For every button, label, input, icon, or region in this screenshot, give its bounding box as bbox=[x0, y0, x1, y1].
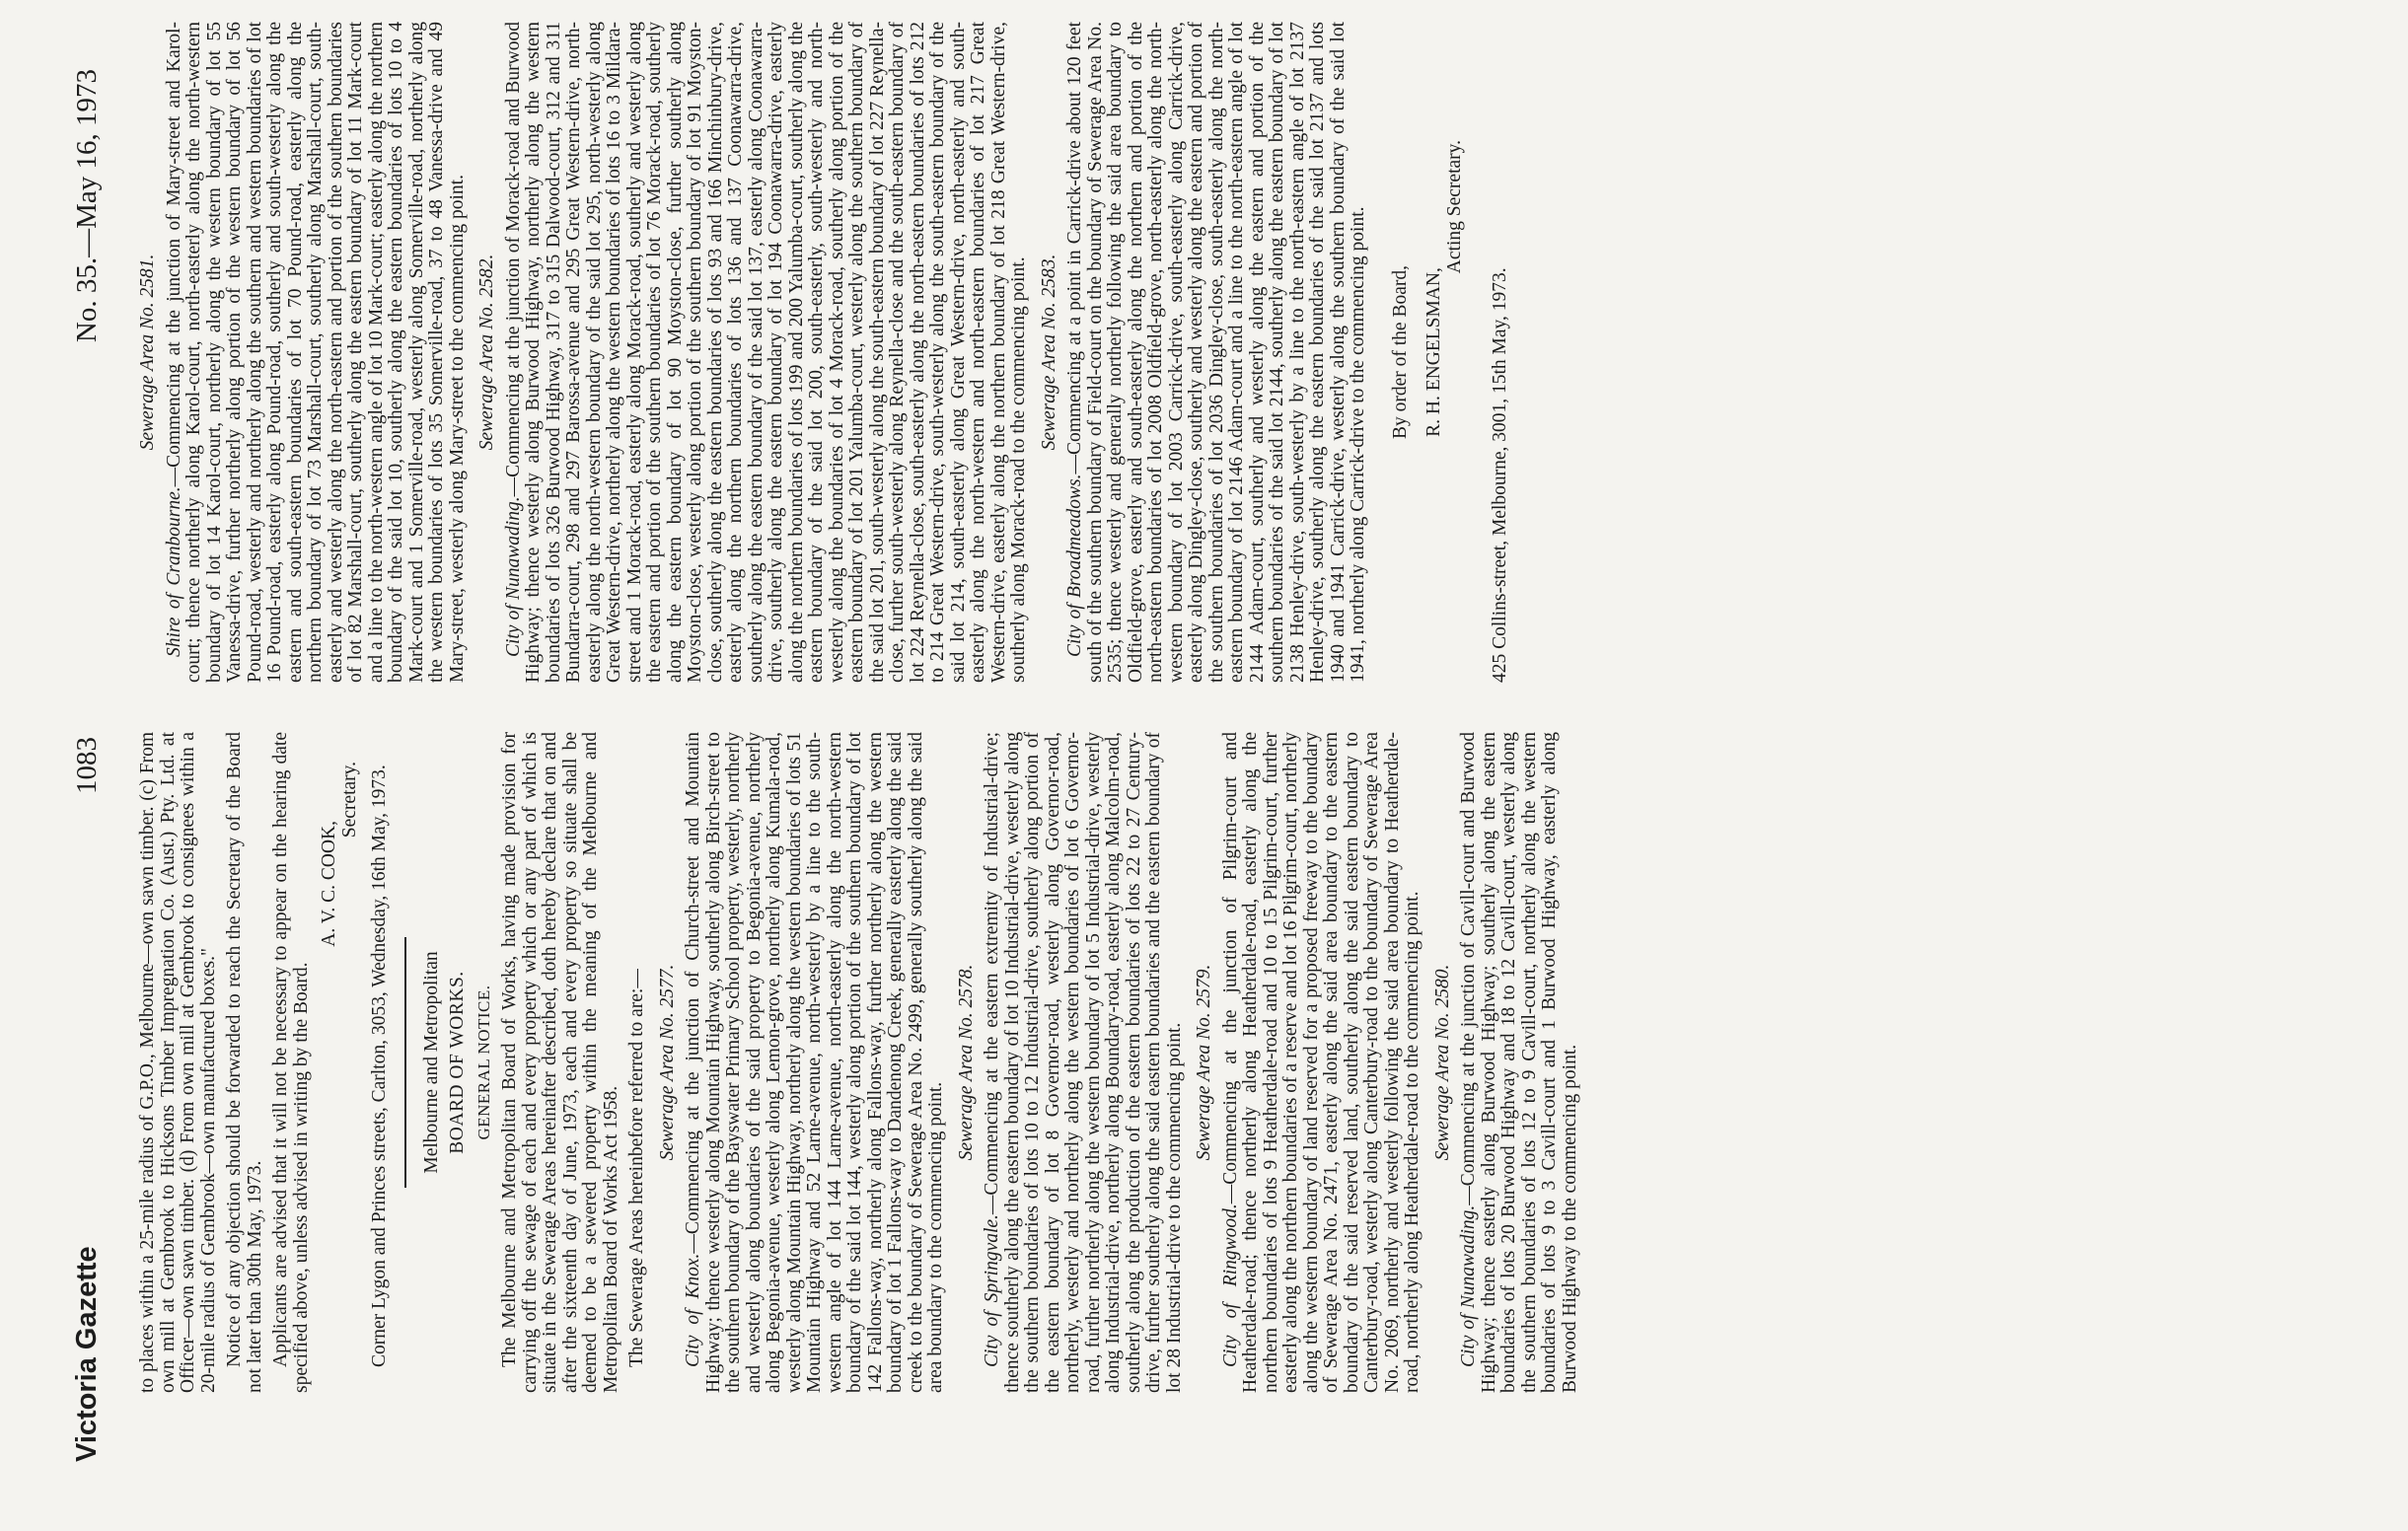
running-head bbox=[71, 69, 110, 1462]
gazette-title: Victoria Gazette bbox=[71, 1246, 103, 1462]
sewerage-area-heading: Sewerage Area No. 2581. bbox=[137, 254, 158, 451]
paragraph: to places within a 25-mile radius of G.P.O., Melbourne—own sawn timber. (c) From own mill at Gembrook to Hicksons Timber Impregnation Co. (Aust.) Pty. Ltd. at Officer—own sawn timber. (d) From own mill at Gembrook to consignees within a 20-mile radius of Gembrook—own manufactured boxes." bbox=[137, 732, 219, 1393]
municipality: City of Knox. bbox=[683, 1253, 703, 1367]
sewerage-area-description bbox=[504, 22, 1030, 683]
description-text: —Commencing at a point in Carrick-drive about 120 feet south of the southern boundary of Field-court on the boundary of Sewerage Area No. 2535; thence westerly and generally northerly following the said area boundary to Oldfield-grove, easterly and south-easterly along the northern and portion of the north-eastern boundaries of lot 2008 Oldfield-grove, north-easterly along the north-western boundary of lot 2003 Carrick-drive, south-easterly along Carrick-drive, easterly along Dingley-close, southerly and westerly along the eastern and portion of the southern boundaries of lot 2036 Dingley-close, south-easterly along the north-eastern boundary of lot 2146 Adam-court and a line to the north-eastern angle of lot 2144 Adam-court, southerly and westerly along the eastern and portion of the southern boundaries of the said lot 2144, southerly along the eastern boundary of lot 2138 Henley-drive, south-westerly by a line to the north-eastern angle of lot 2137 Henley-drive, southerly along the eastern boundaries of the said lot 2137 and lots 1940 and 1941 Carrick-drive, westerly along the southern boundary of the said lot 1941, northerly along Carrick-drive to the commencing point. bbox=[1064, 22, 1368, 683]
description-text: —Commencing at the junction of Morack-road and Burwood Highway; thence westerly along Burwood Highway, northerly along the western boundaries of lots 326 Burwood Highway, 317 to 315 Dalwood-court, 312 and 311 Bundarra-court, 298 and 297 Barossa-avenue and 295 Great Western-drive, north-easterly along the north-western boundary of the said lot 295, north-westerly along Great Western-drive, northerly along the western boundaries of lots 16 to 3 Mildara-street and 1 Morack-road, easterly along Morack-road, southerly and westerly along the eastern and portion of the southern boundaries of lot 76 Morack-road, southerly along the eastern boundary of lot 90 Moyston-close, further southerly along Moyston-close, westerly along portion of the southern boundary of lot 91 Moyston-close, southerly along the eastern boundaries of lots 93 and 166 Minchinbury-drive, easterly along the northern boundaries of lots 136 and 137 Coonawarra-drive, southerly along the eastern boundary of the said lot 137, easterly along Coonawarra-drive, southerly along the eastern boundary of lot 194 Coonawarra-drive, easterly along the northern boundaries of lots 199 and 200 Yalumba-court, southerly along the eastern boundary of the said lot 200, south-easterly, south-westerly and north-westerly along the boundaries of lot 4 Morack-road, southerly along portion of the eastern boundary of lot 201 Yalumba-court, westerly along the southern boundary of the said lot 201, south-westerly along the south-eastern boundary of lot 227 Reynella-close, further south-westerly along Reynella-close and the south-eastern boundary of lot 224 Reynella-close, south-easterly along the north-eastern boundaries of lots 212 to 214 Great Western-drive, south-westerly along the south-eastern boundary of the said lot 214, south-easterly along Great Western-drive, north-easterly and south-easterly along the north-western and north-eastern boundaries of lot 217 Great Western-drive, easterly along the northern boundary of lot 218 Great Western-drive, southerly along Morack-road to the commencing point. bbox=[502, 22, 1029, 683]
sewerage-area-description bbox=[1221, 732, 1423, 1393]
sewerage-area-heading: Sewerage Area No. 2580. bbox=[1431, 964, 1453, 1161]
sewerage-area-heading: Sewerage Area No. 2583. bbox=[1038, 254, 1059, 451]
sewerage-area-heading: Sewerage Area No. 2582. bbox=[476, 254, 497, 451]
municipality: City of Nunawading. bbox=[1458, 1204, 1479, 1367]
description-text: —Commencing at the junction of Church-street and Mountain Highway; thence westerly along Mountain Highway, southerly along Birch-street to the southern boundary of the Bayswater Primary School property, westerly, northerly and westerly along boundaries of the said property to Begonia-avenue, northerly along Begonia-avenue, westerly along Lemon-grove, northerly along Kumala-road, westerly along Mountain Highway, northerly along the western boundaries of lots 51 Mountain Highway and 52 Larne-avenue, north-westerly by a line to the south-western angle of lot 144 Larne-avenue, north-easterly along the north-western boundary of the said lot 144, westerly along portion of the southern boundary of lot 142 Fallons-way, northerly along Fallons-way, further northerly along the western boundary of lot 1 Fallons-way to Dandenong Creek, generally easterly along the said creek to the boundary of Sewerage Area No. 2499, generally southerly along the said area boundary to the commencing point. bbox=[683, 731, 946, 1393]
sewerage-area-description bbox=[1459, 732, 1580, 1393]
signature-block bbox=[320, 732, 360, 1393]
municipality: City of Springvale. bbox=[982, 1214, 1002, 1367]
municipality: Shire of Cranbourne. bbox=[163, 486, 184, 657]
description-text: —Commencing at the eastern extremity of Industrial-drive; thence southerly along the eastern boundary of lot 10 Industrial-drive, westerly along the southern boundaries of lots 10 to 12 Industrial-drive, southerly along portion of the eastern boundary of lot 8 Governor-road, westerly along Governor-road, northerly, westerly and northerly along the western boundaries of lot 6 Governor-road, further northerly along the western boundary of lot 5 Industrial-drive, westerly along Industrial-drive, northerly along Boundary-road, easterly along Malcolm-road, southerly along the production of the eastern boundaries of lots 22 to 27 Century-drive, further southerly along the said eastern boundaries and the eastern boundary of lot 28 Industrial-drive to the commencing point. bbox=[982, 732, 1185, 1393]
description-text: —Commencing at the junction of Pilgrim-court and Heatherdale-road; thence northerly along Heatherdale-road, easterly along the northern boundaries of lots 9 Heatherdale-road and 10 to 15 Pilgrim-court, further easterly along the northern boundaries of a reserve and lot 16 Pilgrim-court, northerly along the western boundary of land reserved for a proposed freeway to the boundary of Sewerage Area No. 2471, easterly along the said area boundary to the eastern boundary of the said reserved land, southerly along the said eastern boundary to Canterbury-road, westerly along Canterbury-road to the boundary of Sewerage Area No. 2069, northerly and westerly following the said area boundary to Heatherdale-road, northerly along Heatherdale-road to the commencing point. bbox=[1219, 731, 1423, 1393]
municipality: City of Nunawading. bbox=[502, 496, 524, 657]
notice-authority-board: BOARD OF WORKS. bbox=[447, 971, 468, 1154]
sewerage-area-heading: Sewerage Area No. 2579. bbox=[1194, 964, 1214, 1161]
description-text: —Commencing at the junction of Cavill-court and Burwood Highway; thence easterly along Burwood Highway; southerly along the eastern boundaries of lots 20 Burwood Highway and 18 to 12 Cavill-court, westerly along the southern boundaries of lots 12 to 9 Cavill-court, northerly along the western boundaries of lots 9 to 3 Cavill-court and 1 Burwood Highway, easterly along Burwood Highway to the commencing point. bbox=[1458, 732, 1580, 1393]
left-column bbox=[138, 732, 1586, 1393]
signatory-title: Acting Secretary. bbox=[1443, 140, 1465, 274]
paragraph: The Melbourne and Metropolitan Board of Works, having made provision for carrying off the sewage of each and every property which or any part of which is situate in the Sewerage Areas hereinafter described, doth hereby declare that on and after the sixteenth day of June, 1973, each and every property so situate shall be deemed to be a sewered property within the meaning of the Melbourne and Metropolitan Board of Works Act 1958. bbox=[499, 732, 621, 1393]
signatory-name: R. H. ENGELSMAN, bbox=[1423, 267, 1444, 437]
paragraph: Corner Lygon and Princes streets, Carlton, 3053, Wednesday, 16th May, 1973. bbox=[369, 765, 390, 1367]
description-text: —Commencing at the junction of Mary-street and Karol-court; thence northerly along Karol-court, north-easterly along the north-western boundary of lot 14 Karol-court, northerly along the western boundary of lot 55 Vanessa-drive, further northerly along portion of the western boundary of lot 56 Pound-road, westerly and northerly along the southern and western boundaries of lot 16 Pound-road, easterly along Pound-road, southerly and south-westerly along the eastern and south-eastern boundaries of lot 70 Pound-road, easterly along the northern boundary of lot 73 Marshall-court, southerly along Marshall-court, south-easterly and westerly along the north-eastern and portion of the southern boundaries of lot 82 Marshall-court, southerly along the eastern boundary of lot 11 Mark-court and a line to the north-western angle of lot 10 Mark-court; easterly along the northern boundary of the said lot 10, southerly along the eastern boundaries of lots 10 to 4 Mark-court and 1 Somerville-road, westerly along Somerville-road, northerly along the western boundaries of lots 35 Somerville-road, 37 to 48 Vanessa-drive and 49 Mary-street, westerly along Mary-street to the commencing point. bbox=[163, 22, 468, 683]
page-number: 1083 bbox=[71, 737, 103, 794]
sewerage-area-heading: Sewerage Area No. 2578. bbox=[955, 964, 977, 1161]
paragraph: Notice of any objection should be forwarded to reach the Secretary of the Board not later than 30th May, 1973. bbox=[224, 732, 265, 1393]
sewerage-area-description bbox=[684, 732, 947, 1393]
by-order: By order of the Board, bbox=[1389, 265, 1411, 439]
signatory-name: A. V. C. COOK, bbox=[319, 821, 339, 947]
sewerage-area-description bbox=[1065, 22, 1369, 683]
divider bbox=[404, 937, 406, 1189]
sewerage-area-description bbox=[165, 22, 469, 683]
paragraph: The Sewerage Areas hereinbefore referred to are:— bbox=[626, 969, 647, 1367]
address-line: 425 Collins-street, Melbourne, 3001, 15th May, 1973. bbox=[1490, 267, 1510, 683]
signoff-block bbox=[1391, 22, 1511, 683]
municipality: City of Broadmeadows. bbox=[1064, 474, 1085, 657]
issue-date: No. 35.—May 16, 1973 bbox=[71, 69, 103, 343]
sewerage-area-description bbox=[983, 732, 1185, 1393]
sewerage-area-heading: Sewerage Area No. 2577. bbox=[656, 964, 678, 1161]
right-column bbox=[138, 22, 1517, 683]
notice-authority: Melbourne and Metropolitan bbox=[420, 951, 442, 1174]
signatory-title: Secretary. bbox=[338, 762, 360, 838]
municipality: City of Ringwood. bbox=[1219, 1203, 1241, 1367]
notice-heading: GENERAL NOTICE. bbox=[474, 984, 493, 1140]
paragraph: Applicants are advised that it will not be necessary to appear on the hearing date specified above, unless advised in writing by the Board. bbox=[270, 732, 312, 1393]
